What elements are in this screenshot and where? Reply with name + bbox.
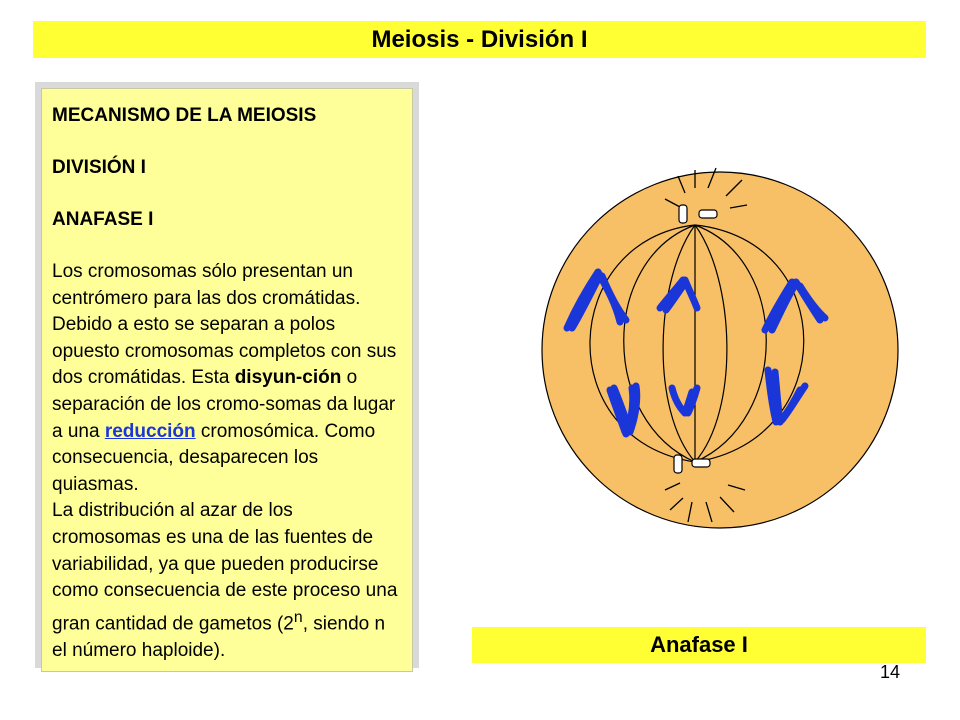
body-text-4: La distribución al azar de los cromosomas es una de las fuentes de variabilidad, ya que pueden producirse como consecuencia de este proceso una gran cantidad de gametos (2 (52, 500, 398, 635)
body-text-3: cromosómica. Como consecuencia, desaparecen los quiasmas. (52, 420, 376, 495)
body-text-5: , siendo n el número haploide). (52, 613, 386, 661)
body-text-1: Los cromosomas sólo presentan un centrómero para las dos cromátidas. Debido a esto se separan a polos opuesto cromosomas completos con sus dos cromátidas. Esta (52, 261, 397, 389)
term-disyuncion: disyun-ción (234, 367, 342, 389)
heading-division: DIVISIÓN I (52, 157, 146, 178)
body-text-2: o separación de los cromo-somas da lugar a una (52, 367, 396, 442)
cell-membrane (542, 172, 898, 528)
title-bar (33, 21, 926, 58)
page-title: Meiosis - División I (371, 25, 588, 53)
link-reduccion[interactable]: reducción (104, 420, 196, 442)
heading-anafase: ANAFASE I (52, 209, 154, 230)
page-number: 14 (880, 662, 901, 682)
anaphase-diagram (520, 150, 920, 550)
superscript-n: n (293, 608, 303, 626)
body-text (52, 259, 404, 664)
caption-label: Anafase I (650, 632, 748, 657)
caption-bar (472, 627, 926, 663)
text-panel (41, 88, 413, 672)
heading-mecanismo: MECANISMO DE LA MEIOSIS (52, 105, 317, 126)
